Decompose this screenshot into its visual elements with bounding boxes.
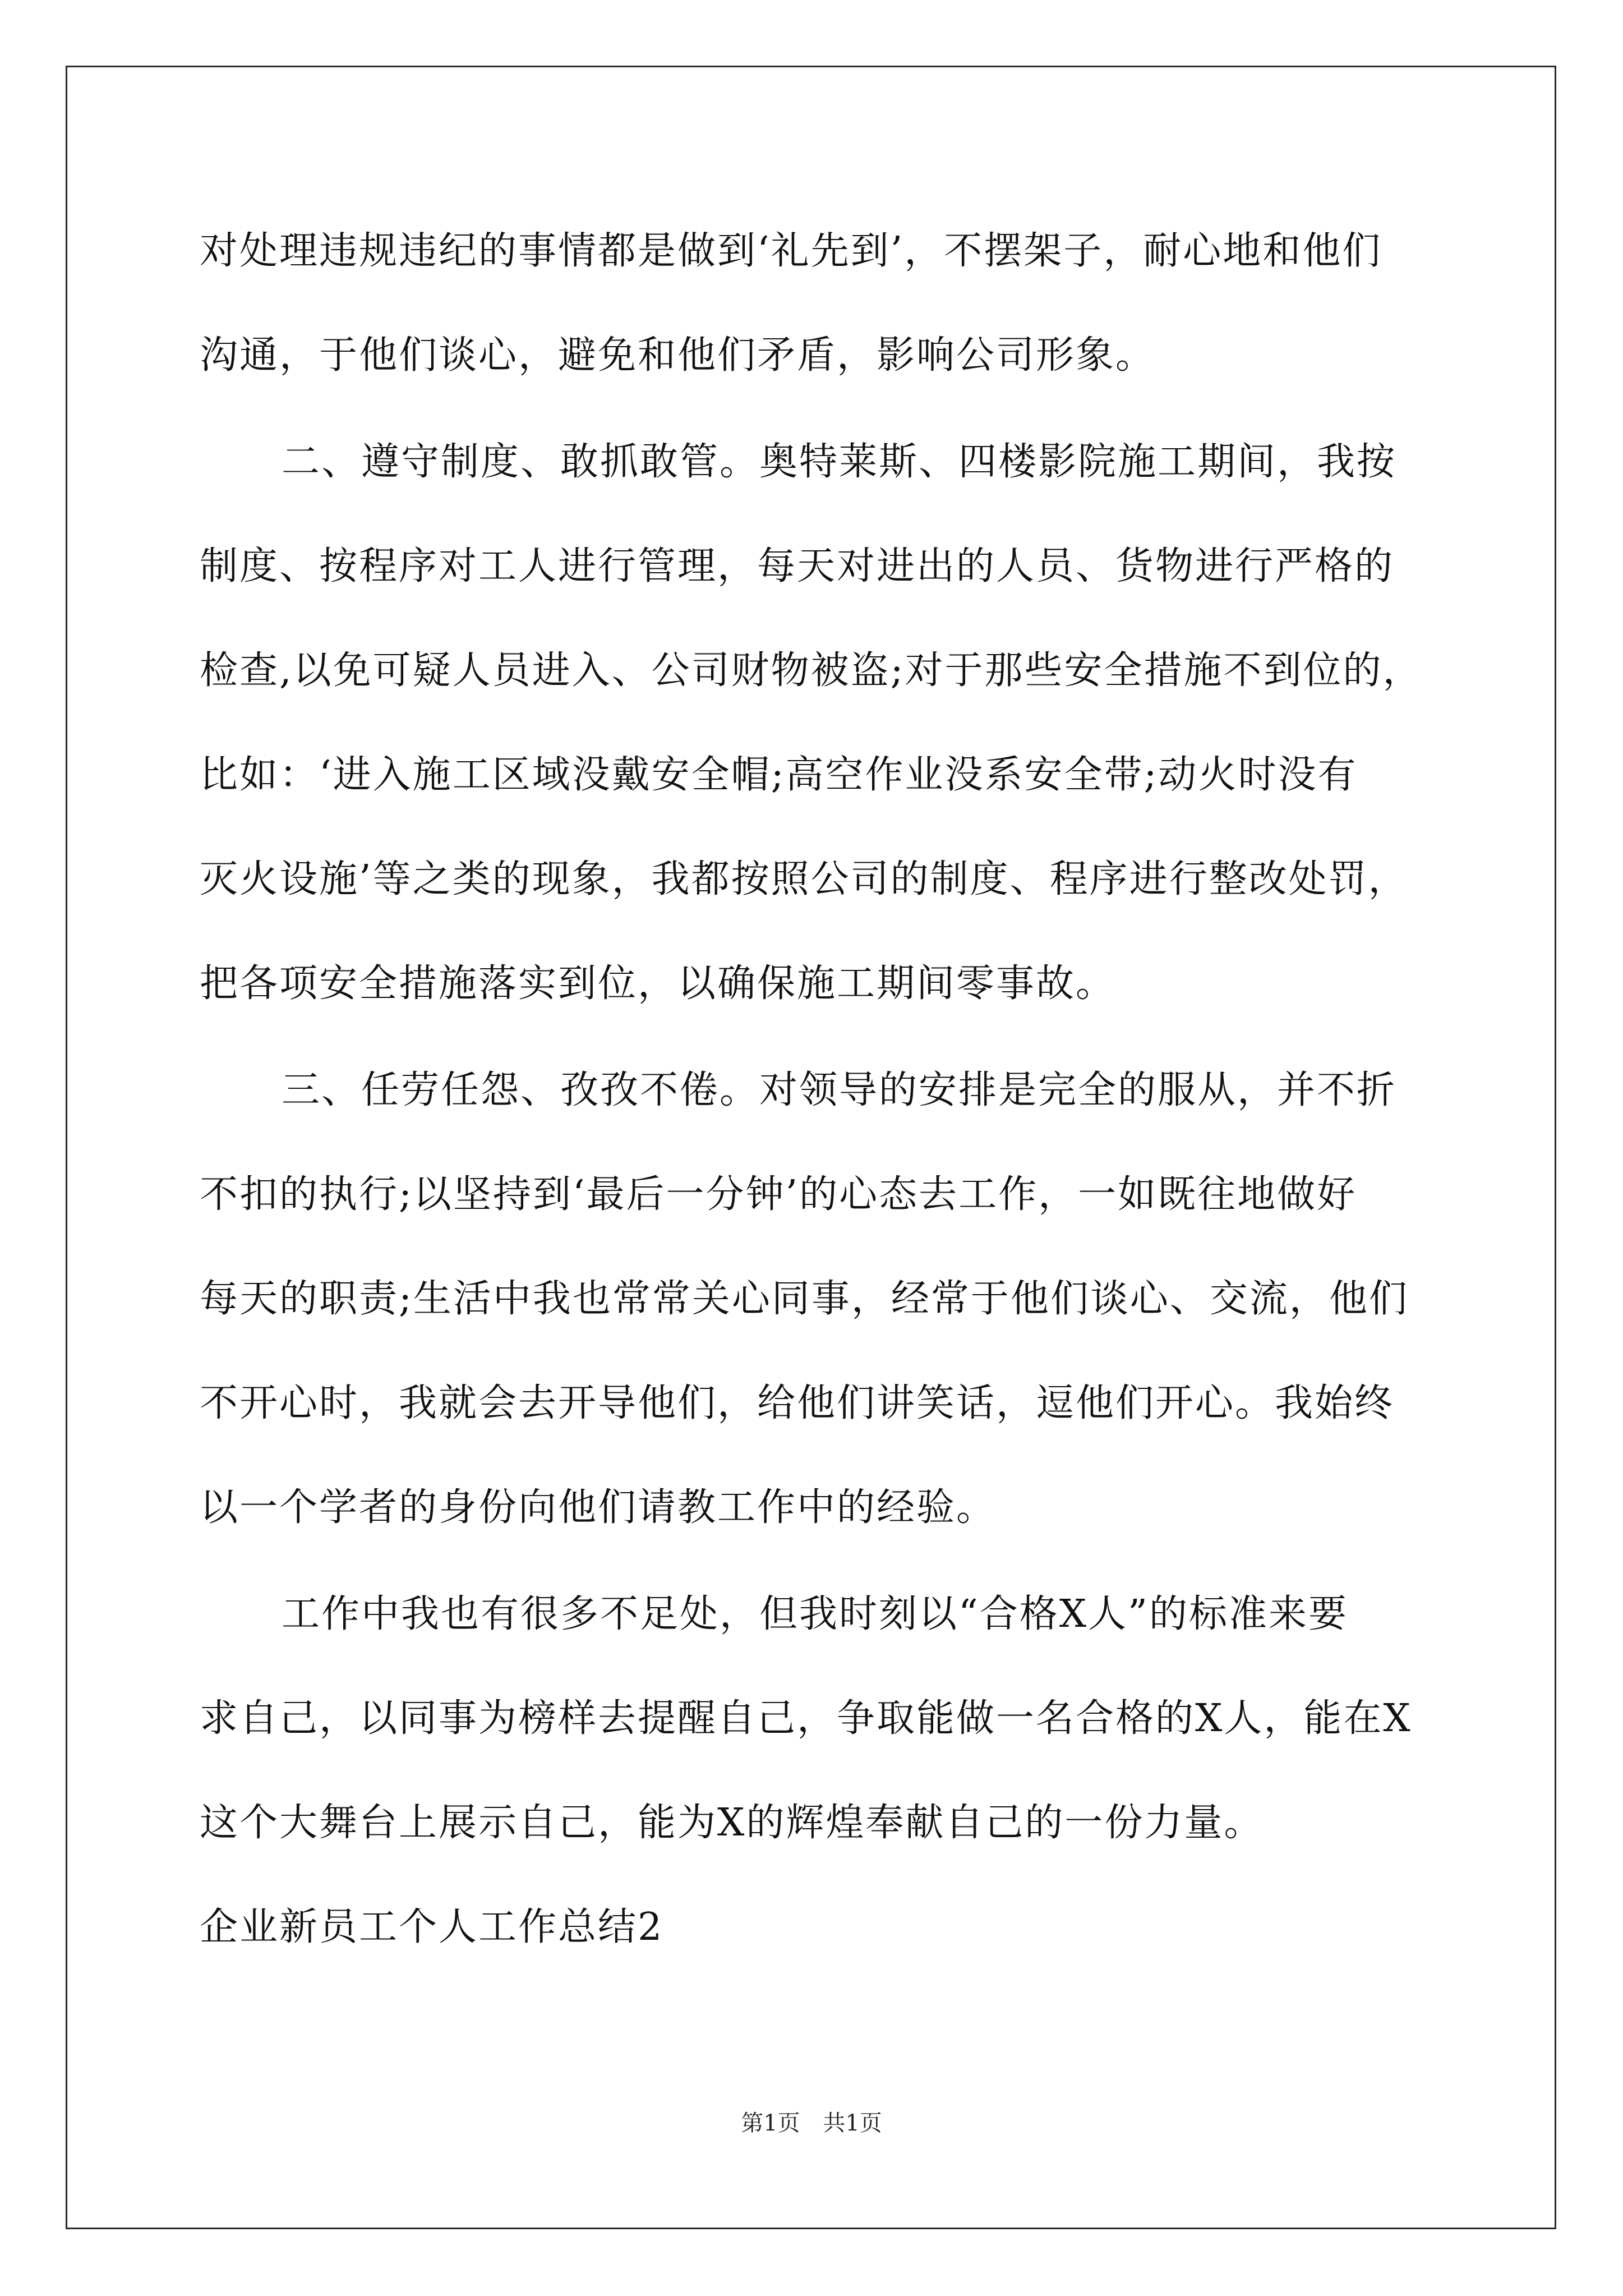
- page-total: 共1页: [823, 2110, 882, 2136]
- text-line: 每天的职责;生活中我也常常关心同事，经常于他们谈心、交流，他们: [200, 1277, 1409, 1321]
- text-line: 灭火设施’等之类的现象，我都按照公司的制度、程序进行整改处罚，: [200, 857, 1408, 901]
- paragraph-start-line: 二、遵守制度、敢抓敢管。奥特莱斯、四楼影院施工期间，我按: [282, 440, 1397, 484]
- page-number: 第1页: [741, 2110, 800, 2136]
- text-line: 不开心时，我就会去开导他们，给他们讲笑话，逗他们开心。我始终: [200, 1381, 1395, 1425]
- text-line: 不扣的执行;以坚持到‘最后一分钟’的心态去工作，一如既往地做好: [200, 1172, 1357, 1217]
- text-line: 把各项安全措施落实到位，以确保施工期间零事故。: [200, 961, 1116, 1006]
- text-line: 这个大舞台上展示自己，能为X的辉煌奉献自己的一份力量。: [200, 1801, 1264, 1845]
- page-footer: [0, 2108, 1623, 2139]
- text-line: 检查,以免可疑人员进入、公司财物被盗;对于那些安全措施不到位的，: [200, 648, 1423, 693]
- text-line: 以一个学者的身份向他们请教工作中的经验。: [200, 1485, 997, 1530]
- text-line: 比如：‘进入施工区域没戴安全帽;高空作业没系安全带;动火时没有: [200, 753, 1358, 797]
- text-line: 沟通，于他们谈心，避免和他们矛盾，影响公司形象。: [200, 333, 1156, 378]
- text-line: 求自己，以同事为榜样去提醒自己，争取能做一名合格的X人，能在X: [200, 1696, 1412, 1741]
- text-line: 制度、按程序对工人进行管理，每天对进出的人员、货物进行严格的: [200, 544, 1395, 588]
- paragraph-start-line: 工作中我也有很多不足处，但我时刻以“合格X人”的标准来要: [282, 1592, 1348, 1636]
- paragraph-start-line: 三、任劳任怨、孜孜不倦。对领导的安排是完全的服从，并不折: [282, 1068, 1397, 1112]
- section-heading: 企业新员工个人工作总结2: [200, 1905, 664, 1949]
- text-line: 对处理违规违纪的事情都是做到‘礼先到’，不摆架子，耐心地和他们: [200, 229, 1382, 273]
